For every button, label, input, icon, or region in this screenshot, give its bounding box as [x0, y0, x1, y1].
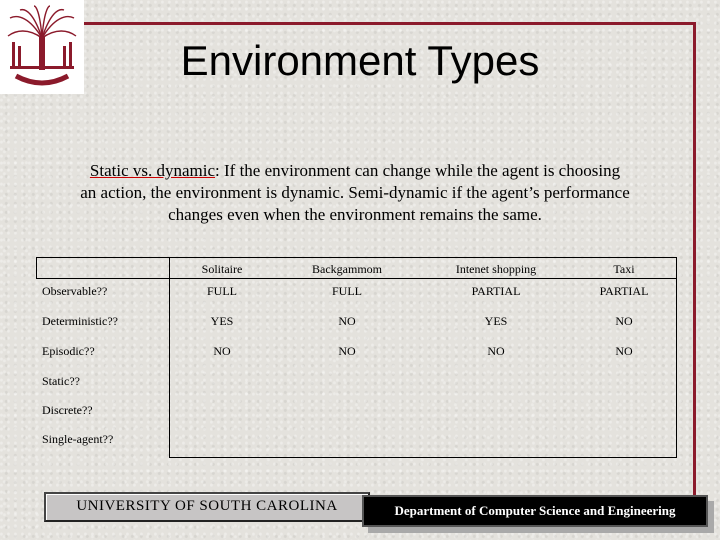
description-term: Static vs. dynamic	[89, 161, 216, 180]
table-header-divider	[36, 278, 677, 279]
university-logo	[0, 0, 84, 94]
description-line-1	[52, 160, 658, 182]
slide-description	[52, 160, 658, 226]
palmetto-tree-icon	[0, 0, 84, 94]
row-label-discrete: Discrete??	[42, 403, 93, 417]
table-cell: NO	[213, 344, 231, 358]
table-border-top	[36, 257, 677, 258]
university-footer	[44, 492, 370, 522]
row-label-observable: Observable??	[42, 284, 108, 298]
row-label-episodic: Episodic??	[42, 344, 95, 358]
table-cell: YES	[484, 314, 508, 328]
description-line-1-rest: : If the environment can change while the agent is choosing	[215, 161, 621, 180]
table-cell: NO	[615, 344, 633, 358]
slide-title: Environment Types	[180, 37, 540, 84]
environment-table	[36, 257, 677, 458]
description-line-3: changes even when the environment remains the same.	[168, 205, 542, 224]
table-cell: NO	[487, 344, 505, 358]
row-label-deterministic: Deterministic??	[42, 314, 118, 328]
table-cell: YES	[210, 314, 234, 328]
department-name: Department of Computer Science and Engineering	[394, 503, 676, 518]
slide-frame-right	[693, 22, 696, 502]
row-label-static: Static??	[42, 374, 80, 388]
table-cell: FULL	[332, 284, 362, 298]
column-header-taxi: Taxi	[613, 262, 635, 276]
column-header-solitaire: Solitaire	[201, 262, 243, 276]
table-border-bottom	[169, 457, 677, 458]
column-header-backgammom: Backgammom	[312, 262, 382, 276]
university-name: UNIVERSITY OF SOUTH CAROLINA	[76, 498, 338, 514]
table-cell: PARTIAL	[599, 284, 649, 298]
table-cell: NO	[615, 314, 633, 328]
table-border-right	[676, 257, 677, 458]
column-header-internet-shopping: Intenet shopping	[455, 262, 537, 276]
table-cell: NO	[338, 314, 356, 328]
table-border-left	[36, 257, 37, 278]
table-cell: FULL	[207, 284, 237, 298]
department-footer	[362, 495, 708, 527]
table-cell: NO	[338, 344, 356, 358]
row-label-single-agent: Single-agent??	[42, 432, 114, 446]
description-line-2: an action, the environment is dynamic. Semi-dynamic if the agent’s performance	[80, 183, 630, 202]
table-cell: PARTIAL	[471, 284, 521, 298]
slide-frame-top	[84, 22, 696, 25]
